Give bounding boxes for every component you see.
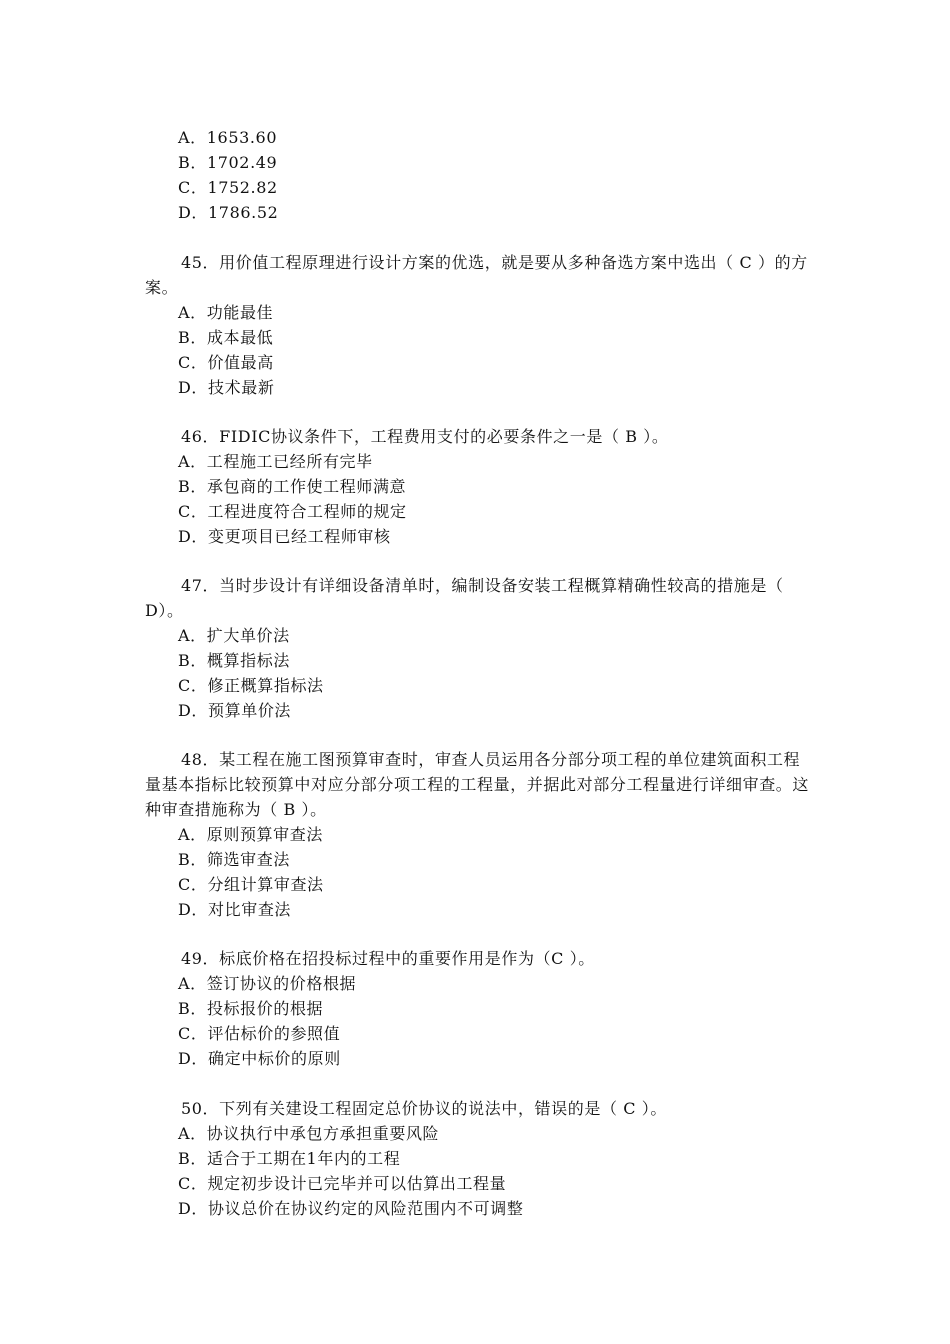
option-b: B．筛选审查法 [178, 850, 290, 869]
option-c: C．价值最高 [178, 353, 274, 372]
option-d: D．技术最新 [178, 378, 275, 397]
option-c: C．1752.82 [178, 178, 278, 197]
option-d: D．预算单价法 [178, 701, 292, 720]
question-stem: 46．FIDIC协议条件下，工程费用支付的必要条件之一是（ B ）。 [181, 427, 669, 446]
option-c: C．修正概算指标法 [178, 676, 324, 695]
option-a: A．协议执行中承包方承担重要风险 [178, 1124, 440, 1143]
question-49 [0, 946, 950, 1071]
option-a: A．1653.60 [178, 128, 278, 147]
question-stem: 48．某工程在施工图预算审查时，审查人员运用各分部分项工程的单位建筑面积工程量基本指标比较预算中对应分部分项工程的工程量，并据此对部分工程量进行详细审查。这种审查措施称为（ B ）。 [145, 750, 810, 819]
question-stem: 50．下列有关建设工程固定总价协议的说法中，错误的是（ C ）。 [181, 1099, 667, 1118]
question-48 [0, 747, 950, 922]
question-46 [0, 424, 950, 549]
question-47 [0, 573, 950, 723]
option-d: D．确定中标价的原则 [178, 1049, 341, 1068]
question-44-options [0, 125, 950, 225]
question-stem: 45．用价值工程原理进行设计方案的优选，就是要从多种备选方案中选出（ C ）的方案。 [145, 253, 808, 297]
option-b: B．承包商的工作使工程师满意 [178, 477, 407, 496]
option-a: A．扩大单价法 [178, 626, 290, 645]
option-a: A．功能最佳 [178, 303, 274, 322]
question-50 [0, 1096, 950, 1221]
option-b: B．1702.49 [178, 153, 278, 172]
option-a: A．原则预算审查法 [178, 825, 323, 844]
option-c: C．评估标价的参照值 [178, 1024, 341, 1043]
option-b: B．成本最低 [178, 328, 274, 347]
option-d: D．对比审查法 [178, 900, 292, 919]
option-d: D．变更项目已经工程师审核 [178, 527, 391, 546]
option-b: B．投标报价的根据 [178, 999, 324, 1018]
option-d: D．协议总价在协议约定的风险范围内不可调整 [178, 1199, 524, 1218]
question-stem: 47．当时步设计有详细设备清单时，编制设备安装工程概算精确性较高的措施是（ D）。 [145, 576, 784, 620]
option-c: C．分组计算审查法 [178, 875, 324, 894]
option-a: A．工程施工已经所有完毕 [178, 452, 373, 471]
option-d: D．1786.52 [178, 203, 279, 222]
option-a: A．签订协议的价格根据 [178, 974, 357, 993]
question-45 [0, 250, 950, 400]
question-stem: 49．标底价格在招投标过程中的重要作用是作为（C ）。 [181, 949, 595, 968]
option-b: B．适合于工期在1年内的工程 [178, 1149, 401, 1168]
option-b: B．概算指标法 [178, 651, 290, 670]
option-c: C．规定初步设计已完毕并可以估算出工程量 [178, 1174, 507, 1193]
option-c: C．工程进度符合工程师的规定 [178, 502, 407, 521]
